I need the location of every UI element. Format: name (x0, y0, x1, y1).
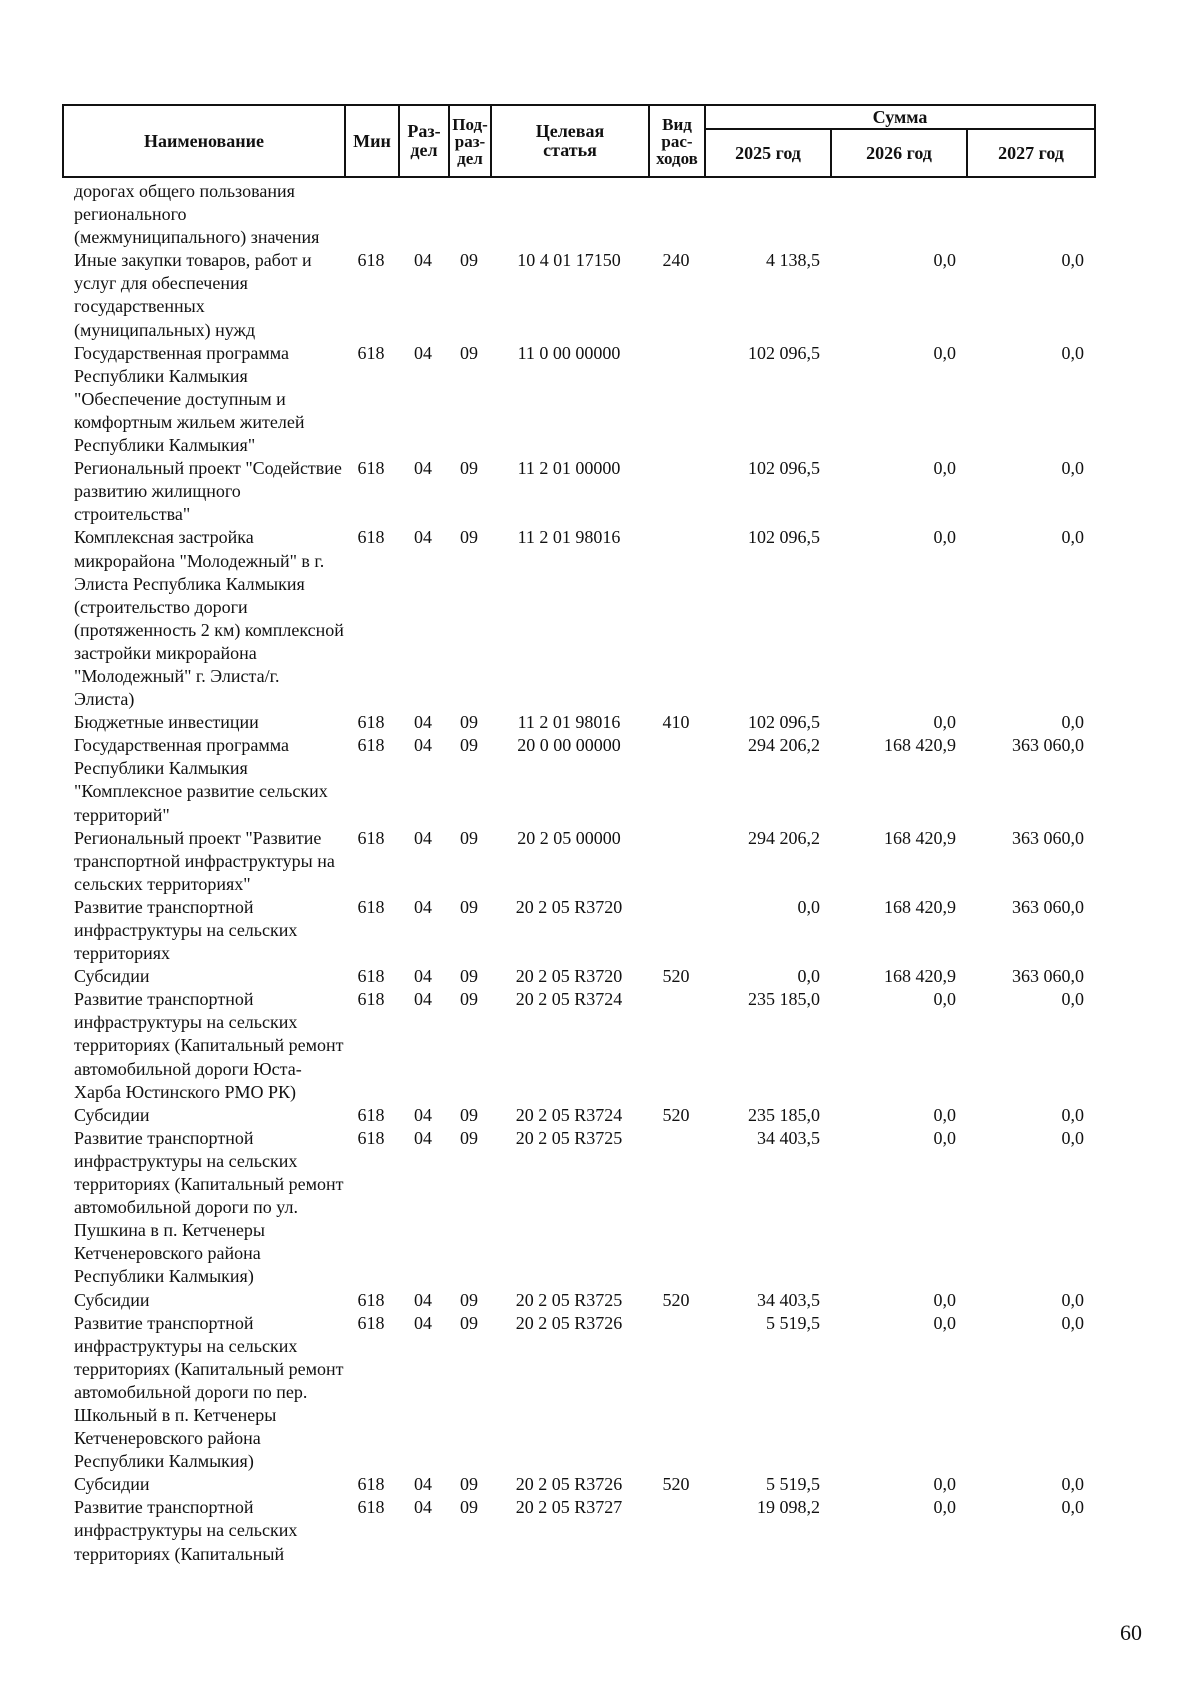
row-sum-2026: 0,0 (933, 1497, 956, 1518)
table-row (62, 734, 1094, 826)
row-sum-2026: 168 420,9 (884, 896, 956, 917)
row-sum-2025: 102 096,5 (748, 527, 820, 548)
row-sum-2027: 363 060,0 (1012, 966, 1084, 987)
row-target: 20 2 05 R3725 (515, 1289, 623, 1310)
row-sum-2027: 363 060,0 (1012, 827, 1084, 848)
row-razdel: 04 (414, 342, 432, 363)
row-sum-2026: 168 420,9 (884, 735, 956, 756)
header-2026: 2026 год (831, 129, 967, 177)
header-vid-line3: ходов (656, 148, 698, 168)
row-name: Субсидии (74, 1104, 150, 1125)
row-sum-2025: 102 096,5 (748, 712, 820, 733)
row-vid: 410 (662, 712, 690, 733)
row-podrazdel: 09 (460, 1104, 478, 1125)
header-razdel-line1: Раз- (407, 121, 441, 141)
row-target: 20 0 00 00000 (517, 735, 621, 756)
row-sum-2025: 294 206,2 (748, 735, 820, 756)
page-number: 60 (1120, 1620, 1142, 1645)
table-row (62, 988, 1094, 1103)
row-sum-2025: 0,0 (797, 896, 820, 917)
row-min: 618 (357, 1289, 385, 1310)
row-sum-2026: 0,0 (933, 1127, 956, 1148)
row-target: 20 2 05 00000 (517, 827, 621, 848)
row-name: Региональный проект "Развитие транспортной инфраструктуры на сельских территориях" (74, 827, 335, 894)
row-podrazdel: 09 (460, 1289, 478, 1310)
row-razdel: 04 (414, 1474, 432, 1495)
row-target: 20 2 05 R3727 (515, 1497, 623, 1518)
row-min: 618 (357, 735, 385, 756)
row-name: Иные закупки товаров, работ и услуг для обеспечения государственных (муниципальных) нужд (74, 250, 312, 340)
row-sum-2026: 0,0 (933, 458, 956, 479)
table-row (62, 896, 1094, 965)
row-min: 618 (357, 527, 385, 548)
row-vid: 520 (662, 1104, 690, 1125)
row-min: 618 (357, 712, 385, 733)
table-row (62, 342, 1094, 457)
row-sum-2025 (704, 180, 830, 249)
row-name: Государственная программа Республики Калмыкия "Комплексное развитие сельских территорий" (74, 735, 328, 825)
row-name: Субсидии (74, 966, 150, 987)
row-razdel: 04 (414, 250, 432, 271)
row-target (490, 180, 648, 249)
table-row (62, 1127, 1094, 1289)
row-razdel: 04 (414, 827, 432, 848)
row-target: 11 0 00 00000 (517, 342, 621, 363)
row-min (344, 180, 398, 249)
row-podrazdel: 09 (460, 896, 478, 917)
table-row (62, 965, 1094, 988)
row-name: Развитие транспортной инфраструктуры на сельских территориях (Капитальный ремонт автомобильной дороги по пер. Школьный в п. Кетченеры Кетченеровского района Республики Калмыкия) (74, 1312, 344, 1472)
row-target: 11 2 01 00000 (517, 458, 621, 479)
row-podrazdel: 09 (460, 342, 478, 363)
row-razdel: 04 (414, 735, 432, 756)
row-podrazdel: 09 (460, 827, 478, 848)
header-name: Наименование (63, 105, 345, 177)
row-vid (648, 1312, 704, 1474)
header-razdel-line2: дел (410, 140, 438, 160)
header-podrazdel (449, 105, 491, 177)
row-podrazdel: 09 (460, 527, 478, 548)
row-razdel: 04 (414, 712, 432, 733)
row-sum-2025: 34 403,5 (757, 1289, 820, 1310)
row-sum-2025: 4 138,5 (766, 250, 820, 271)
row-podrazdel: 09 (460, 735, 478, 756)
row-sum-2027: 0,0 (1061, 712, 1084, 733)
table-row (62, 1104, 1094, 1127)
header-target-line1: Целевая (535, 121, 605, 141)
header-podrazdel-line1: Под- (452, 114, 488, 134)
row-sum-2026: 0,0 (933, 1289, 956, 1310)
row-min: 618 (357, 827, 385, 848)
header-2025: 2025 год (705, 129, 831, 177)
row-sum-2025: 5 519,5 (766, 1312, 820, 1333)
header-vid-line2: рас- (661, 131, 693, 151)
row-target: 10 4 01 17150 (517, 250, 621, 271)
row-min: 618 (357, 1104, 385, 1125)
row-razdel: 04 (414, 458, 432, 479)
row-min: 618 (357, 458, 385, 479)
row-vid (648, 896, 704, 965)
row-name: Бюджетные инвестиции (74, 712, 259, 733)
row-podrazdel: 09 (460, 250, 478, 271)
header-target (491, 105, 649, 177)
row-vid: 520 (662, 966, 690, 987)
row-name: Развитие транспортной инфраструктуры на сельских территориях (Капитальный ремонт автомобильной дороги по ул. Пушкина в п. Кетченеры Кетченеровского района Республики Калмыкия) (74, 1127, 344, 1287)
row-podrazdel: 09 (460, 1497, 478, 1518)
row-razdel: 04 (414, 896, 432, 917)
row-sum-2027: 0,0 (1061, 1127, 1084, 1148)
row-sum-2026: 0,0 (933, 989, 956, 1010)
row-sum-2025: 102 096,5 (748, 342, 820, 363)
row-sum-2025: 235 185,0 (748, 989, 820, 1010)
row-min: 618 (357, 250, 385, 271)
row-target: 20 2 05 R3725 (515, 1127, 623, 1148)
table-row (62, 1473, 1094, 1496)
row-target: 20 2 05 R3726 (515, 1312, 623, 1333)
row-min: 618 (357, 1312, 385, 1333)
row-name: Государственная программа Республики Калмыкия "Обеспечение доступным и комфортным жильем жителей Республики Калмыкия" (74, 342, 305, 456)
row-razdel: 04 (414, 1289, 432, 1310)
table-row (62, 526, 1094, 711)
row-min: 618 (357, 1127, 385, 1148)
row-name: Развитие транспортной инфраструктуры на сельских территориях (74, 896, 298, 964)
row-sum-2027: 0,0 (1061, 1497, 1084, 1518)
row-sum-2027: 0,0 (1061, 989, 1084, 1010)
row-sum-2027: 0,0 (1061, 458, 1084, 479)
row-vid: 240 (662, 250, 690, 271)
row-vid (648, 988, 704, 1103)
table-row (62, 457, 1094, 526)
row-vid: 520 (662, 1474, 690, 1495)
row-sum-2027: 0,0 (1061, 250, 1084, 271)
row-sum-2027: 0,0 (1061, 1289, 1084, 1310)
row-razdel: 04 (414, 966, 432, 987)
row-target: 20 2 05 R3720 (515, 896, 623, 917)
row-sum-2027: 0,0 (1061, 1474, 1084, 1495)
row-sum-2026: 0,0 (933, 342, 956, 363)
row-vid (648, 1127, 704, 1289)
header-target-line2: статья (543, 140, 597, 160)
row-podrazdel: 09 (460, 712, 478, 733)
header-podrazdel-line3: дел (457, 148, 483, 168)
table-row (62, 249, 1094, 341)
row-target: 11 2 01 98016 (517, 527, 621, 548)
row-sum-2027: 0,0 (1061, 1104, 1084, 1125)
row-sum-2025: 0,0 (797, 966, 820, 987)
row-razdel: 04 (414, 989, 432, 1010)
row-sum-2026: 0,0 (933, 250, 956, 271)
row-sum-2025: 102 096,5 (748, 458, 820, 479)
row-razdel: 04 (414, 1127, 432, 1148)
header-sum: Сумма (705, 105, 1095, 129)
row-podrazdel: 09 (460, 1127, 478, 1148)
row-vid (648, 457, 704, 526)
row-vid (648, 526, 704, 711)
table-row (62, 1289, 1094, 1312)
header-razdel (399, 105, 449, 177)
row-sum-2027: 0,0 (1061, 342, 1084, 363)
row-podrazdel: 09 (460, 1474, 478, 1495)
row-vid (648, 180, 704, 249)
row-min: 618 (357, 342, 385, 363)
row-podrazdel: 09 (460, 1312, 478, 1333)
row-vid (648, 342, 704, 457)
row-vid (648, 734, 704, 826)
table-row (62, 1496, 1094, 1565)
row-razdel (398, 180, 448, 249)
row-razdel: 04 (414, 1312, 432, 1333)
row-min: 618 (357, 1474, 385, 1495)
row-sum-2026: 0,0 (933, 712, 956, 733)
header-min: Мин (345, 105, 399, 177)
row-sum-2027: 0,0 (1061, 527, 1084, 548)
row-podrazdel: 09 (460, 458, 478, 479)
row-name: Комплексная застройка микрорайона "Молодежный" в г. Элиста Республика Калмыкия (строительство дороги (протяженность 2 км) комплексной застройки микрорайона "Молодежный" г. Элиста/г. Элиста) (74, 527, 344, 710)
row-sum-2025: 5 519,5 (766, 1474, 820, 1495)
row-name: Региональный проект "Содействие развитию жилищного строительства" (74, 458, 342, 525)
row-target: 20 2 05 R3724 (515, 1104, 623, 1125)
row-min: 618 (357, 896, 385, 917)
table-row (62, 180, 1094, 249)
row-vid: 520 (662, 1289, 690, 1310)
row-sum-2026: 168 420,9 (884, 827, 956, 848)
header-podrazdel-line2: раз- (454, 131, 486, 151)
row-sum-2026: 0,0 (933, 1104, 956, 1125)
row-name: Субсидии (74, 1474, 150, 1495)
row-razdel: 04 (414, 1104, 432, 1125)
header-vid-line1: Вид (662, 114, 692, 134)
row-vid (648, 827, 704, 896)
row-sum-2025: 34 403,5 (757, 1127, 820, 1148)
row-target: 11 2 01 98016 (517, 712, 621, 733)
row-sum-2026: 0,0 (933, 1474, 956, 1495)
row-sum-2026: 0,0 (933, 527, 956, 548)
row-name: Развитие транспортной инфраструктуры на сельских территориях (Капитальный (74, 1497, 298, 1564)
row-name: Развитие транспортной инфраструктуры на сельских территориях (Капитальный ремонт автомобильной дороги Юста-Харба Юстинского РМО РК) (74, 989, 344, 1102)
row-min: 618 (357, 989, 385, 1010)
row-sum-2027: 0,0 (1061, 1312, 1084, 1333)
row-target: 20 2 05 R3724 (515, 989, 623, 1010)
row-sum-2026 (830, 180, 966, 249)
row-vid (648, 1496, 704, 1565)
row-name: дорогах общего пользования регионального (межмуниципального) значения (74, 181, 320, 248)
row-podrazdel (448, 180, 490, 249)
table-row (62, 1312, 1094, 1474)
row-razdel: 04 (414, 527, 432, 548)
table-header (62, 104, 1096, 178)
row-target: 20 2 05 R3720 (515, 966, 623, 987)
row-sum-2025: 235 185,0 (748, 1104, 820, 1125)
row-target: 20 2 05 R3726 (515, 1474, 623, 1495)
row-min: 618 (357, 1497, 385, 1518)
row-sum-2025: 19 098,2 (757, 1497, 820, 1518)
table-row (62, 827, 1094, 896)
row-sum-2027: 363 060,0 (1012, 735, 1084, 756)
row-sum-2027 (966, 180, 1094, 249)
header-2027: 2027 год (967, 129, 1095, 177)
row-sum-2025: 294 206,2 (748, 827, 820, 848)
row-sum-2026: 0,0 (933, 1312, 956, 1333)
header-vid (649, 105, 705, 177)
table-row (62, 711, 1094, 734)
row-podrazdel: 09 (460, 966, 478, 987)
row-sum-2026: 168 420,9 (884, 966, 956, 987)
row-sum-2027: 363 060,0 (1012, 896, 1084, 917)
table-body (62, 180, 1094, 1566)
row-razdel: 04 (414, 1497, 432, 1518)
row-name: Субсидии (74, 1289, 150, 1310)
row-min: 618 (357, 966, 385, 987)
row-podrazdel: 09 (460, 989, 478, 1010)
